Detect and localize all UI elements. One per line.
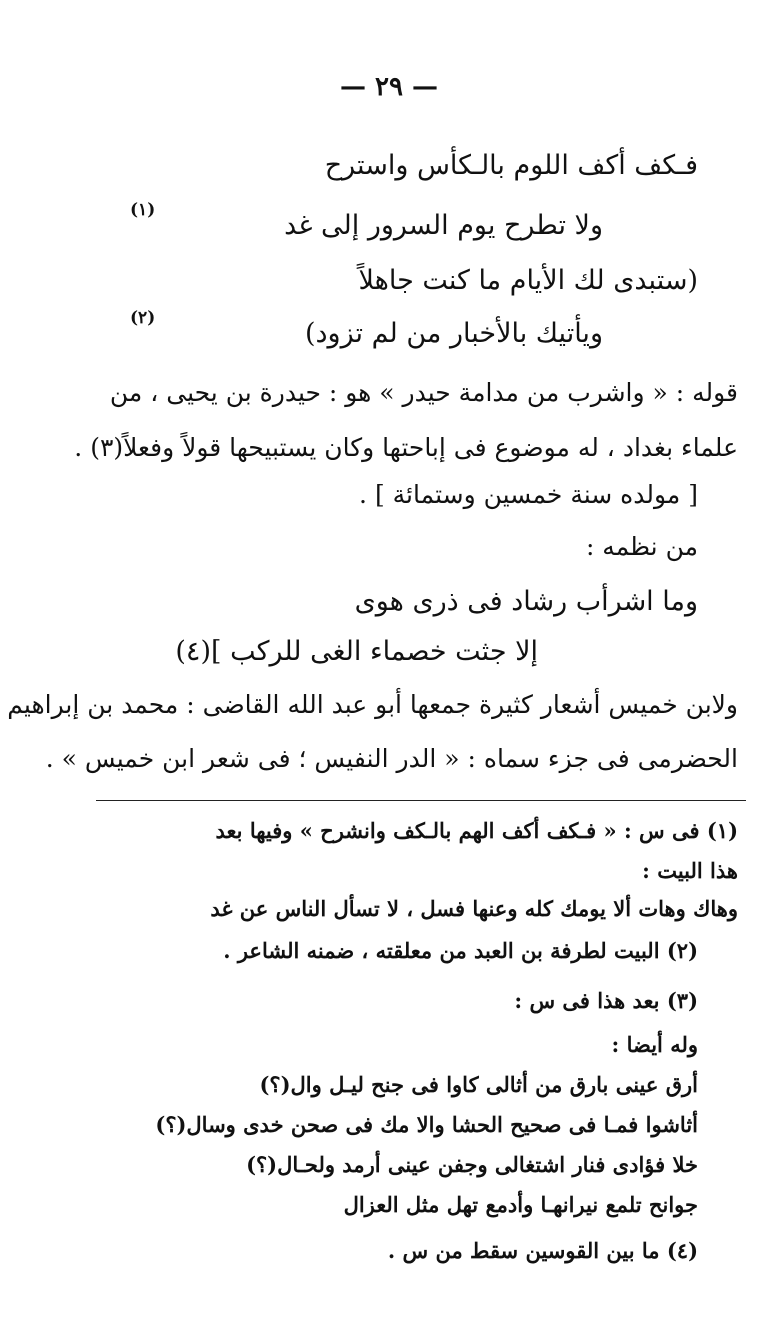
body-verse-1: وما اشرأب رشاد فى ذرى هوى xyxy=(354,586,698,617)
body-line-5: ولابن خميس أشعار كثيرة جمعها أبو عبد الله القاضى : محمد بن إبراهيم xyxy=(7,690,738,719)
body-verse-2: إلا جثت خصماء الغى للركب ](٤) xyxy=(175,636,538,667)
body-line-2: علماء بغداد ، له موضوع فى إباحتها وكان يستبيحها قولاً وفعلاً(٣) . xyxy=(74,433,738,462)
footnote-1-verse: وهاك وهات ألا يومك كله وعنها فسل ، لا تسأل الناس عن غد xyxy=(210,896,738,921)
body-line-4: من نظمه : xyxy=(585,532,698,561)
footnote-3: (٣) بعد هذا فى س : xyxy=(514,988,698,1013)
footnote-2: (٢) البيت لطرفة بن العبد من معلقته ، ضمنه الشاعر . xyxy=(223,938,698,963)
footnote-divider xyxy=(96,800,746,801)
body-line-6: الحضرمى فى جزء سماه : « الدر النفيس ؛ فى شعر ابن خميس » . xyxy=(45,744,738,773)
footnote-1-cont: هذا البيت : xyxy=(642,858,738,883)
footnote-1: (١) فى س : « فـكف أكف الهم بالـكف وانشرح » وفيها بعد xyxy=(215,818,738,843)
page-number: — ٢٩ — xyxy=(339,72,439,102)
footnote-3-verse-4: جوانح تلمع نيرانهـا وأدمع تهل مثل العزال xyxy=(343,1192,698,1217)
verse-line-1: فـكف أكف اللوم بالـكأس واسترح xyxy=(324,150,698,181)
verse-line-3: (ستبدى لك الأيام ما كنت جاهلاً xyxy=(358,265,698,296)
body-line-1: قوله : « واشرب من مدامة حيدر » هو : حيدرة بن يحيى ، من xyxy=(109,378,738,407)
verse-line-4: ويأتيك بالأخبار من لم تزود) xyxy=(305,318,603,349)
footnote-3-verse-3: خلا فؤادى فنار اشتغالى وجفن عينى أرمد ولحـال(؟) xyxy=(246,1152,698,1177)
body-line-3: [ مولده سنة خمسين وستمائة ] . xyxy=(359,480,698,509)
footnote-3-verse-2: أثاشوا فمـا فى صحيح الحشا والا مك فى صحن خدى وسال(؟) xyxy=(155,1112,698,1137)
footnote-4: (٤) ما بين القوسين سقط من س . xyxy=(387,1238,698,1263)
footnote-3-sub: وله أيضا : xyxy=(611,1032,698,1057)
footnote-3-verse-1: أرق عينى بارق من أثالى كاوا فى جنح ليـل وال(؟) xyxy=(259,1072,698,1097)
verse-note-2: (٢) xyxy=(130,308,156,328)
verse-note-1: (١) xyxy=(130,200,156,220)
verse-line-2: ولا تطرح يوم السرور إلى غد xyxy=(284,210,603,241)
